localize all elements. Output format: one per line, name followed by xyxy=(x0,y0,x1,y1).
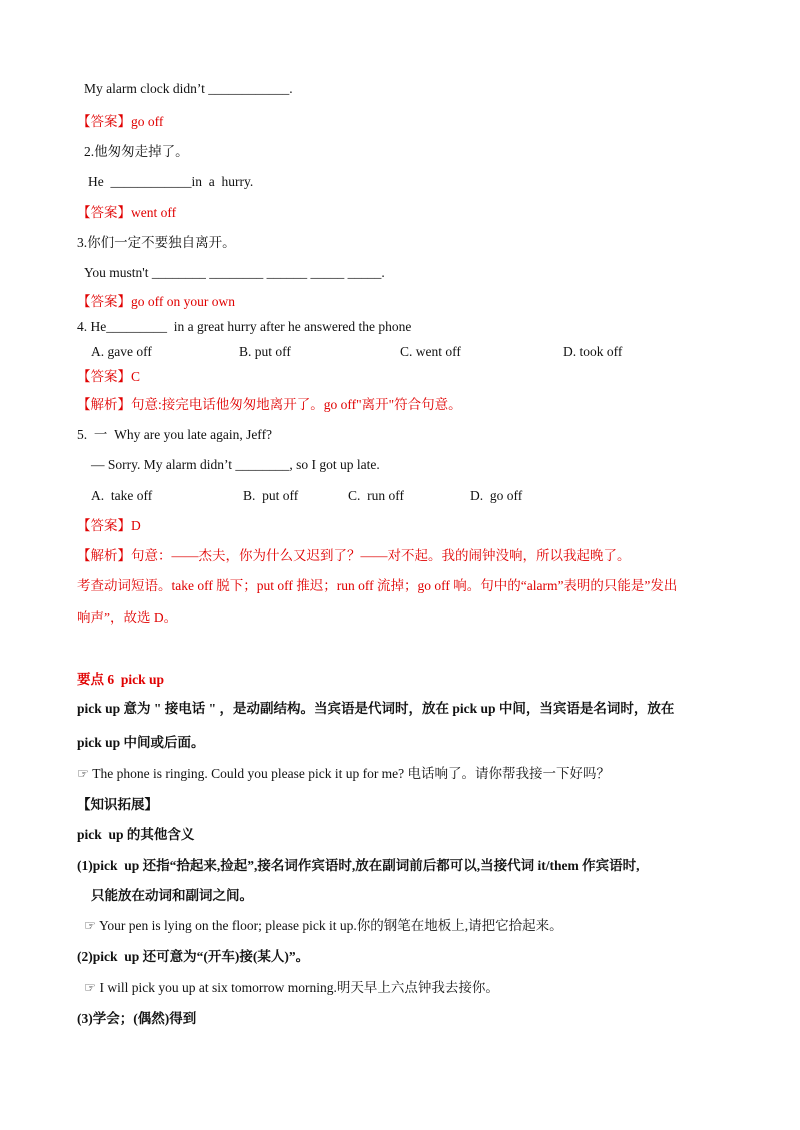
option-a: A. gave off xyxy=(91,344,152,359)
meaning-1-line2: 只能放在动词和副词之间。 xyxy=(91,888,253,903)
analysis-4: 【解析】句意:接完电话他匆匆地离开了。go off"离开"符合句意。 xyxy=(77,397,462,412)
option-a: A. take off xyxy=(91,488,153,503)
option-b: B. put off xyxy=(243,488,299,503)
example-pick-you-up: ☞ I will pick you up at six tomorrow morning.明天早上六点钟我去接你。 xyxy=(84,980,499,995)
extension-heading: 【知识拓展】 xyxy=(77,797,158,812)
question-4-sentence: 4. He_________ in a great hurry after he answered the phone xyxy=(77,319,412,334)
meaning-2: (2)pick up 还可意为“(开车)接(某人)”。 xyxy=(77,949,310,964)
option-d: D. go off xyxy=(470,488,523,503)
example-phone: ☞ The phone is ringing. Could you please pick it up for me? 电话响了。请你帮我接一下好吗？ xyxy=(77,766,611,781)
definition-line1: pick up 意为 " 接电话 " ，是动副结构。当宾语是代词时，放在 pick up 中间，当宾语是名词时，放在 xyxy=(77,701,675,716)
answer-4: 【答案】C xyxy=(77,369,141,384)
analysis-5-line2: 考查动词短语。take off 脱下；put off 推迟；run off 流掉；go off 响。句中的“alarm”表明的只能是”发出 xyxy=(77,578,678,593)
example-pen: ☞ Your pen is lying on the floor; please pick it up.你的钢笔在地板上,请把它拾起来。 xyxy=(84,918,563,933)
question-5-line2: — Sorry. My alarm didn’t ________, so I got up late. xyxy=(91,457,380,472)
question-3-prompt: 3.你们一定不要独自离开。 xyxy=(77,235,236,250)
question-2-prompt: 2.他匆匆走掉了。 xyxy=(84,144,189,159)
question-2-sentence: He ____________in a hurry. xyxy=(88,174,254,189)
answer-2: 【答案】went off xyxy=(77,205,177,220)
option-d: D. took off xyxy=(563,344,623,359)
definition-line2: pick up 中间或后面。 xyxy=(77,735,205,750)
question-5-line1: 5. 一 Why are you late again, Jeff? xyxy=(77,427,273,442)
answer-3: 【答案】go off on your own xyxy=(77,294,235,309)
option-c: C. went off xyxy=(400,344,461,359)
answer-5: 【答案】D xyxy=(77,518,141,533)
meaning-3: (3)学会；(偶然)得到 xyxy=(77,1011,197,1026)
other-meanings-heading: pick up 的其他含义 xyxy=(77,827,195,842)
section-heading: 要点 6 pick up xyxy=(77,672,165,687)
option-b: B. put off xyxy=(239,344,291,359)
option-c: C. run off xyxy=(348,488,404,503)
analysis-5-line1: 【解析】句意：——杰夫，你为什么又迟到了？——对不起。我的闹钟没响，所以我起晚了。 xyxy=(77,548,631,563)
question-3-sentence: You mustn't ________ ________ ______ _____ _____. xyxy=(84,265,385,280)
question-1-sentence: My alarm clock didn’t ____________. xyxy=(84,81,293,96)
answer-1: 【答案】go off xyxy=(77,114,164,129)
meaning-1-line1: (1)pick up 还指“拾起来,捡起”,接名词作宾语时,放在副词前后都可以,当接代词 it/them 作宾语时, xyxy=(77,858,640,873)
analysis-5-line3: 响声”，故选 D。 xyxy=(77,610,178,625)
